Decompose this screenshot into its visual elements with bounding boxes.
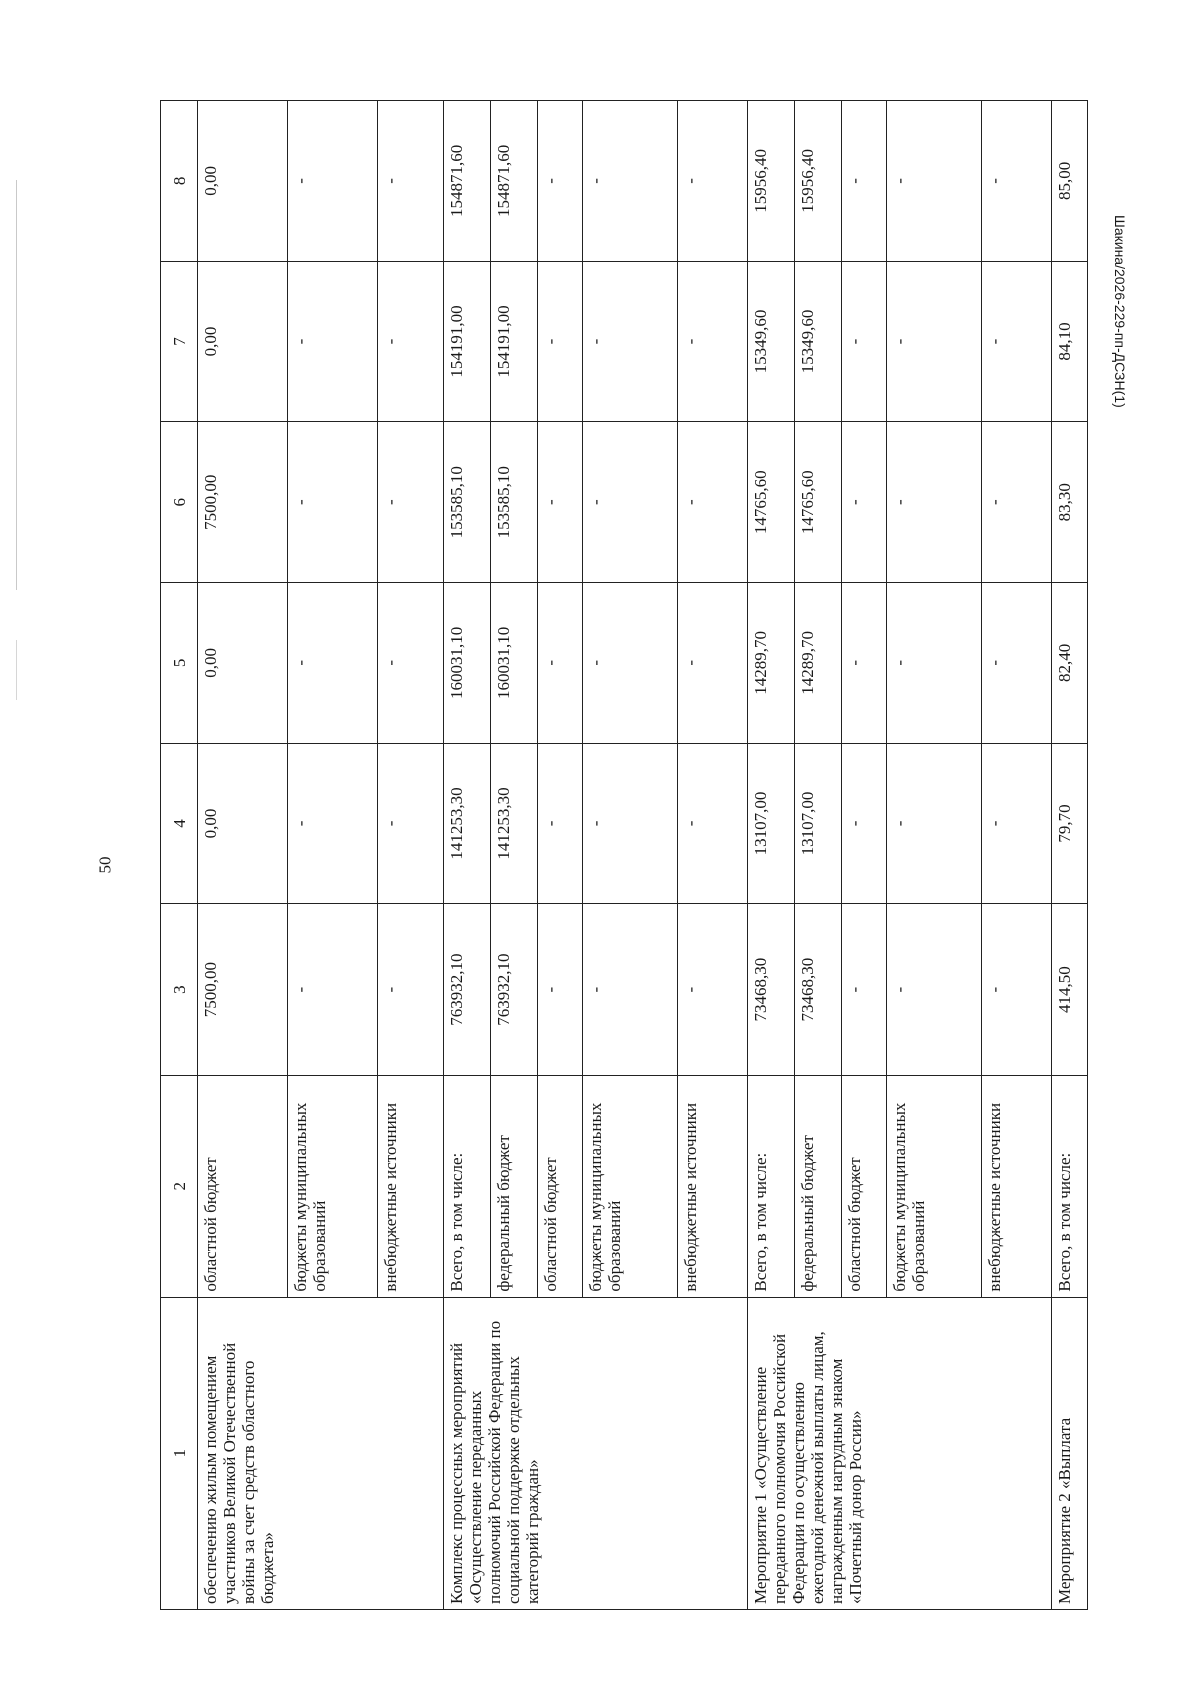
table-header-row xyxy=(161,101,198,1610)
header-cell: 1 xyxy=(161,1297,198,1609)
source-cell: внебюджетные источники xyxy=(678,1076,748,1298)
value-cell: 7500,00 xyxy=(198,904,288,1076)
value-cell: 84,10 xyxy=(1052,261,1088,422)
header-cell: 3 xyxy=(161,904,198,1076)
table-row xyxy=(444,101,491,1610)
value-cell: - xyxy=(842,583,887,744)
value-cell: - xyxy=(678,101,748,262)
value-cell: 153585,10 xyxy=(444,422,491,583)
source-cell: бюджеты муниципальных образований xyxy=(288,1076,378,1298)
value-cell: 13107,00 xyxy=(795,743,842,904)
value-cell: - xyxy=(288,904,378,1076)
table-row xyxy=(748,101,795,1610)
value-cell: - xyxy=(538,422,583,583)
value-cell: 763932,10 xyxy=(491,904,538,1076)
source-cell: бюджеты муниципальных образований xyxy=(583,1076,678,1298)
value-cell: 15349,60 xyxy=(795,261,842,422)
value-cell: - xyxy=(842,261,887,422)
page-number: 50 xyxy=(95,856,115,874)
value-cell: 85,00 xyxy=(1052,101,1088,262)
value-cell: - xyxy=(583,101,678,262)
value-cell: - xyxy=(378,904,444,1076)
value-cell: - xyxy=(982,743,1052,904)
value-cell: - xyxy=(678,422,748,583)
value-cell: - xyxy=(583,422,678,583)
value-cell: 7500,00 xyxy=(198,422,288,583)
value-cell: 14765,60 xyxy=(795,422,842,583)
value-cell: - xyxy=(842,904,887,1076)
value-cell: - xyxy=(678,261,748,422)
value-cell: - xyxy=(887,101,982,262)
value-cell: - xyxy=(378,101,444,262)
value-cell: - xyxy=(678,904,748,1076)
value-cell: 0,00 xyxy=(198,743,288,904)
value-cell: 154871,60 xyxy=(444,101,491,262)
header-cell: 5 xyxy=(161,583,198,744)
source-cell: внебюджетные источники xyxy=(378,1076,444,1298)
value-cell: 15956,40 xyxy=(748,101,795,262)
source-cell: внебюджетные источники xyxy=(982,1076,1052,1298)
source-cell: Всего, в том числе: xyxy=(748,1076,795,1298)
value-cell: - xyxy=(538,261,583,422)
value-cell: - xyxy=(887,583,982,744)
value-cell: - xyxy=(678,583,748,744)
source-cell: бюджеты муниципальных образований xyxy=(887,1076,982,1298)
value-cell: - xyxy=(288,261,378,422)
group-name-cell: Мероприятие 2 «Выплата xyxy=(1052,1297,1088,1609)
value-cell: 14289,70 xyxy=(748,583,795,744)
header-cell: 6 xyxy=(161,422,198,583)
value-cell: - xyxy=(887,261,982,422)
value-cell: - xyxy=(288,101,378,262)
source-cell: областной бюджет xyxy=(842,1076,887,1298)
value-cell: 73468,30 xyxy=(795,904,842,1076)
group-name-cell: Мероприятие 1 «Осуществление переданного полномочия Российской Федерации по осуществлению ежегодной денежной выплаты лицам, награжденным нагрудным знаком «Почетный донор России» xyxy=(748,1297,1052,1609)
source-cell: областной бюджет xyxy=(198,1076,288,1298)
source-cell: Всего, в том числе: xyxy=(1052,1076,1088,1298)
value-cell: - xyxy=(538,583,583,744)
rotated-table-wrapper xyxy=(160,100,1088,1610)
value-cell: - xyxy=(982,261,1052,422)
header-cell: 7 xyxy=(161,261,198,422)
value-cell: - xyxy=(678,743,748,904)
value-cell: 0,00 xyxy=(198,261,288,422)
value-cell: - xyxy=(378,743,444,904)
value-cell: - xyxy=(887,904,982,1076)
value-cell: 13107,00 xyxy=(748,743,795,904)
value-cell: 153585,10 xyxy=(491,422,538,583)
value-cell: - xyxy=(887,422,982,583)
value-cell: 15349,60 xyxy=(748,261,795,422)
header-cell: 8 xyxy=(161,101,198,262)
value-cell: - xyxy=(982,422,1052,583)
value-cell: - xyxy=(583,583,678,744)
value-cell: - xyxy=(378,583,444,744)
value-cell: 414,50 xyxy=(1052,904,1088,1076)
value-cell: - xyxy=(288,583,378,744)
value-cell: 154191,00 xyxy=(444,261,491,422)
value-cell: 141253,30 xyxy=(491,743,538,904)
value-cell: - xyxy=(288,422,378,583)
value-cell: - xyxy=(378,261,444,422)
source-cell: областной бюджет xyxy=(538,1076,583,1298)
value-cell: 154191,00 xyxy=(491,261,538,422)
value-cell: - xyxy=(583,261,678,422)
header-cell: 2 xyxy=(161,1076,198,1298)
value-cell: - xyxy=(288,743,378,904)
value-cell: - xyxy=(583,904,678,1076)
value-cell: - xyxy=(583,743,678,904)
table-row xyxy=(1052,101,1088,1610)
value-cell: - xyxy=(982,904,1052,1076)
value-cell: - xyxy=(982,101,1052,262)
value-cell: - xyxy=(538,904,583,1076)
value-cell: 154871,60 xyxy=(491,101,538,262)
value-cell: 160031,10 xyxy=(491,583,538,744)
scan-edge-line xyxy=(16,640,17,700)
value-cell: 14765,60 xyxy=(748,422,795,583)
header-cell: 4 xyxy=(161,743,198,904)
value-cell: 0,00 xyxy=(198,101,288,262)
value-cell: - xyxy=(538,743,583,904)
source-cell: Всего, в том числе: xyxy=(444,1076,491,1298)
value-cell: - xyxy=(842,101,887,262)
value-cell: - xyxy=(842,743,887,904)
value-cell: - xyxy=(982,583,1052,744)
value-cell: 763932,10 xyxy=(444,904,491,1076)
value-cell: 15956,40 xyxy=(795,101,842,262)
value-cell: 0,00 xyxy=(198,583,288,744)
source-cell: федеральный бюджет xyxy=(491,1076,538,1298)
document-footer-code: Шакина/2026-229-пп-ДСЗН(1) xyxy=(1112,215,1128,408)
value-cell: 79,70 xyxy=(1052,743,1088,904)
value-cell: - xyxy=(842,422,887,583)
value-cell: 83,30 xyxy=(1052,422,1088,583)
value-cell: - xyxy=(378,422,444,583)
budget-table xyxy=(160,100,1088,1610)
group-name-cell: обеспечению жилым помещением участников Великой Отечественной войны за счет средств областного бюджета» xyxy=(198,1297,444,1609)
source-cell: федеральный бюджет xyxy=(795,1076,842,1298)
value-cell: 141253,30 xyxy=(444,743,491,904)
value-cell: - xyxy=(887,743,982,904)
group-name-cell: Комплекс процессных мероприятий «Осуществление переданных полномочий Российской Федерации по социальной поддержке отдельных категорий граждан» xyxy=(444,1297,748,1609)
value-cell: 14289,70 xyxy=(795,583,842,744)
value-cell: 82,40 xyxy=(1052,583,1088,744)
value-cell: - xyxy=(538,101,583,262)
table-row xyxy=(198,101,288,1610)
value-cell: 73468,30 xyxy=(748,904,795,1076)
scan-edge-line xyxy=(16,180,17,590)
value-cell: 160031,10 xyxy=(444,583,491,744)
